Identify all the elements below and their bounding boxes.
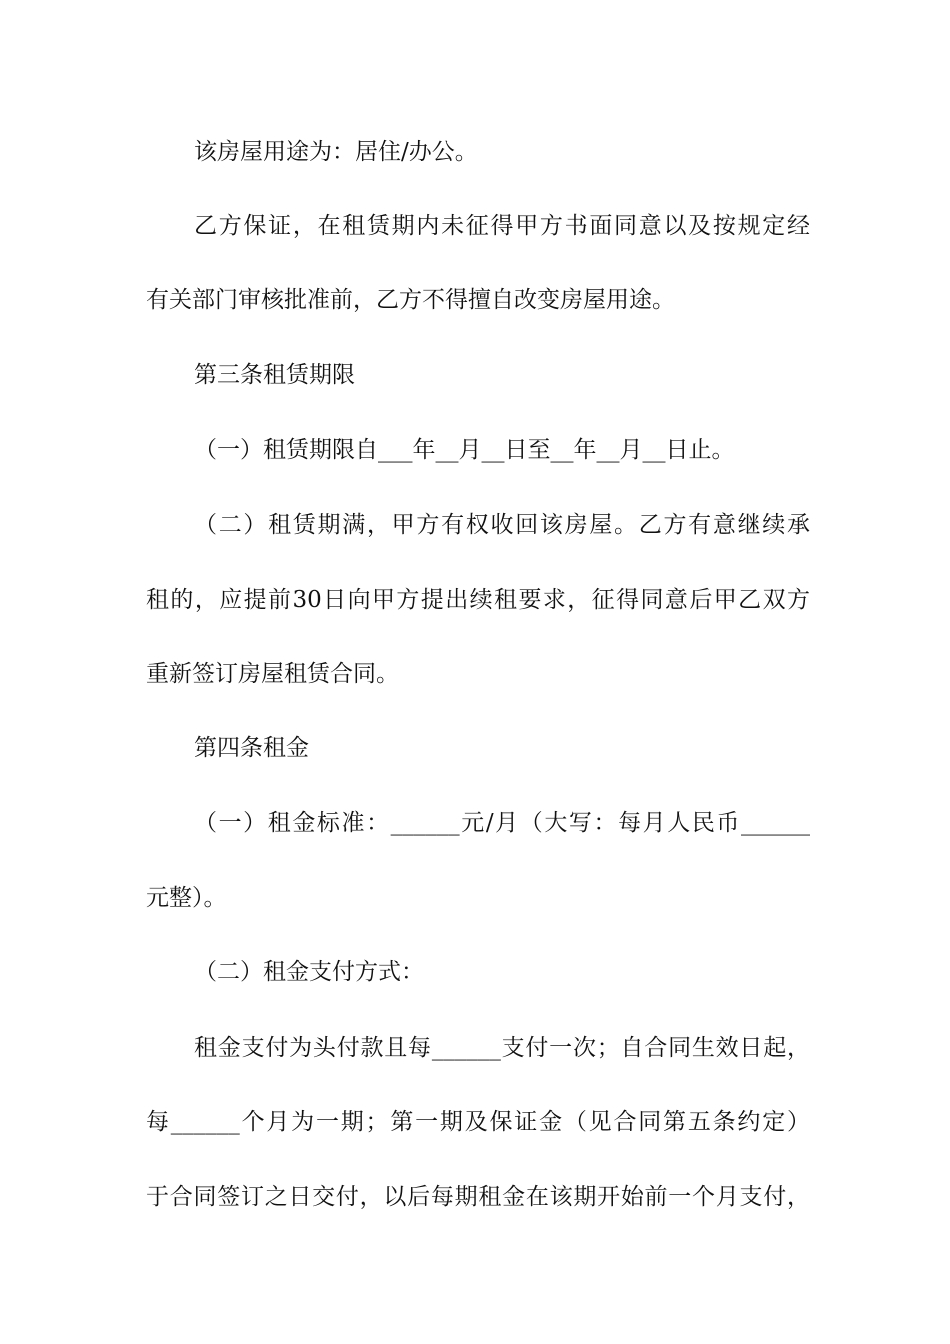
text-line-rent-2: （二）租金支付方式： <box>194 959 424 985</box>
section-heading-term: 第三条租赁期限 <box>194 362 355 388</box>
text-line-usage: 该房屋用途为：居住/办公。 <box>194 139 478 165</box>
text-line-payment: 租金支付为头付款且每______支付一次；自合同生效日起， <box>194 1035 810 1061</box>
text-line-term-2-end: 重新签订房屋租赁合同。 <box>146 661 399 687</box>
text-line-payment-cont: 每______个月为一期；第一期及保证金（见合同第五条约定） <box>146 1109 810 1135</box>
text-line-rent-1-cont: 元整）。 <box>146 885 227 911</box>
section-heading-rent: 第四条租金 <box>194 735 309 761</box>
text-line-payment-end: 于合同签订之日交付，以后每期租金在该期开始前一个月支付， <box>146 1184 810 1210</box>
text-line-rent-1: （一）租金标准：______元/月（大写：每月人民币______ <box>194 810 810 836</box>
text-line-guarantee-cont: 有关部门审核批准前，乙方不得擅自改变房屋用途。 <box>146 287 675 313</box>
text-line-guarantee: 乙方保证，在租赁期内未征得甲方书面同意以及按规定经 <box>194 213 810 239</box>
text-line-term-1: （一）租赁期限自___年__月__日至__年__月__日止。 <box>194 437 735 463</box>
text-line-term-2: （二）租赁期满，甲方有权收回该房屋。乙方有意继续承 <box>194 512 810 538</box>
text-line-term-2-cont: 租的，应提前30日向甲方提出续租要求，征得同意后甲乙双方 <box>146 587 810 613</box>
